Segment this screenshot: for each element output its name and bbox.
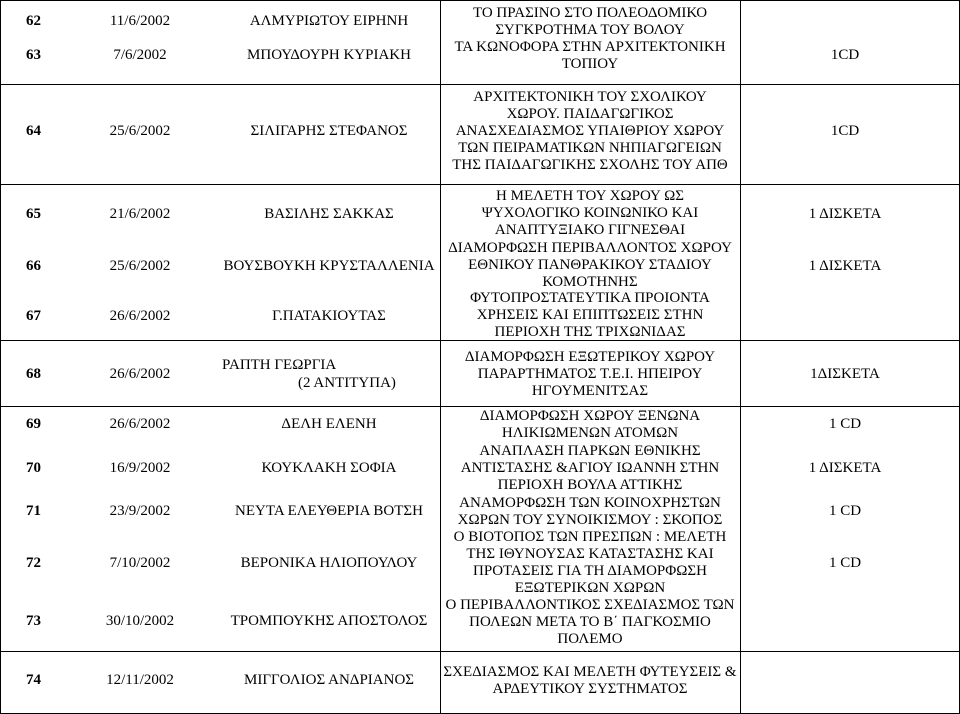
col-border	[0, 0, 1, 714]
row-date: 21/6/2002	[109, 206, 171, 222]
row-name: ΣΙΛΙΓΑΡΗΣ ΣΤΕΦΑΝΟΣ	[250, 123, 408, 139]
row-date: 23/9/2002	[109, 503, 171, 519]
row-title	[440, 240, 740, 291]
title-line: ΣΥΓΚΡΟΤΗΜΑ ΤΟΥ ΒΟΛΟΥ	[495, 22, 685, 38]
row-border	[0, 406, 960, 407]
row-title	[440, 89, 740, 174]
row-number: 65	[26, 206, 41, 222]
title-line: ΠΟΛΕΜΟ	[557, 631, 623, 647]
row-number: 70	[26, 460, 41, 476]
title-line: ΧΩΡΩΝ ΤΟΥ ΣΥΝΟΙΚΙΣΜΟΥ : ΣΚΟΠΟΣ	[457, 512, 723, 528]
title-line: ΤΑ ΚΩΝΟΦΟΡΑ ΣΤΗΝ ΑΡΧΙΤΕΚΤΟΝΙΚΗ	[454, 39, 726, 55]
row-date: 7/10/2002	[109, 555, 171, 571]
row-name: ΝΕΥΤΑ ΕΛΕΥΘΕΡΙΑ ΒΟΤΣΗ	[235, 503, 423, 519]
row-number: 66	[26, 258, 41, 274]
row-media: 1ΔΙΣΚΕΤΑ	[810, 366, 880, 382]
row-border	[0, 184, 960, 185]
row-media: 1 ΔΙΣΚΕΤΑ	[808, 258, 882, 274]
row-media: 1CD	[830, 47, 860, 63]
row-date: 7/6/2002	[113, 47, 167, 63]
row-name: ΚΟΥΚΛΑΚΗ ΣΟΦΙΑ	[261, 460, 397, 476]
row-title	[440, 408, 740, 442]
title-line: Ο ΒΙΟΤΟΠΟΣ ΤΩΝ ΠΡΕΣΠΩΝ : ΜΕΛΕΤΗ	[453, 529, 727, 545]
row-media: 1CD	[830, 123, 860, 139]
row-media: 1 CD	[828, 416, 862, 432]
row-number: 69	[26, 416, 41, 432]
title-line: ΑΝΑΠΛΑΣΗ ΠΑΡΚΩΝ ΕΘΝΙΚΗΣ	[479, 443, 701, 459]
title-line: ΤΗΣ ΠΑΙΔΑΓΩΓΙΚΗΣ ΣΧΟΛΗΣ ΤΟΥ ΑΠΘ	[452, 157, 728, 173]
row-border	[0, 0, 960, 1]
title-line: ΑΡΔΕΥΤΙΚΟΥ ΣΥΣΤΗΜΑΤΟΣ	[492, 681, 688, 697]
title-line: Η ΜΕΛΕΤΗ ΤΟΥ ΧΩΡΟΥ ΩΣ	[496, 188, 684, 204]
row-date: 30/10/2002	[105, 613, 175, 629]
row-number: 71	[26, 503, 41, 519]
row-title	[440, 664, 740, 698]
title-line: ΦΥΤΟΠΡΟΣΤΑΤΕΥΤΙΚΑ ΠΡΟΙΟΝΤΑ	[470, 290, 710, 306]
row-name: ΔΕΛΗ ΕΛΕΝΗ	[281, 416, 377, 432]
row-number: 74	[26, 672, 41, 688]
row-title	[440, 349, 740, 400]
title-line: ΧΡΗΣΕΙΣ ΚΑΙ ΕΠΙΠΤΩΣΕΙΣ ΣΤΗΝ	[476, 307, 704, 323]
title-line: ΗΓΟΥΜΕΝΙΤΣΑΣ	[531, 383, 649, 399]
title-line: ΤΟ ΠΡΑΣΙΝΟ ΣΤΟ ΠΟΛΕΟΔΟΜΙΚΟ	[472, 5, 708, 21]
title-line: ΑΡΧΙΤΕΚΤΟΝΙΚΗ ΤΟΥ ΣΧΟΛΙΚΟΥ	[473, 89, 707, 105]
row-name: ΜΠΟΥΔΟΥΡΗ ΚΥΡΙΑΚΗ	[247, 47, 411, 63]
row-title	[440, 443, 740, 494]
row-date: 25/6/2002	[109, 258, 171, 274]
row-title	[440, 290, 740, 341]
title-line: ΚΟΜΟΤΗΝΗΣ	[542, 274, 638, 290]
row-name: ΒΕΡΟΝΙΚΑ ΗΛΙΟΠΟΥΛΟΥ	[240, 555, 418, 571]
title-line: ΨΥΧΟΛΟΓΙΚΟ ΚΟΙΝΩΝΙΚΟ ΚΑΙ	[481, 205, 699, 221]
title-line: Ο ΠΕΡΙΒΑΛΛΟΝΤΙΚΟΣ ΣΧΕΔΙΑΣΜΟΣ ΤΩΝ	[445, 597, 735, 613]
title-line: ΠΑΡΑΡΤΗΜΑΤΟΣ Τ.Ε.Ι. ΗΠΕΙΡΟΥ	[477, 366, 703, 382]
row-name: ΒΑΣΙΛΗΣ ΣΑΚΚΑΣ	[264, 206, 394, 222]
row-title	[440, 495, 740, 529]
row-name: Γ.ΠΑΤΑΚΙΟΥΤΑΣ	[272, 308, 386, 324]
title-line: ΠΟΛΕΩΝ ΜΕΤΑ ΤΟ Β΄ ΠΑΓΚΟΣΜΙΟ	[469, 614, 711, 630]
title-line: ΗΛΙΚΙΩΜΕΝΩΝ ΑΤΟΜΩΝ	[501, 425, 679, 441]
row-date: 11/6/2002	[109, 13, 171, 29]
row-media: 1 ΔΙΣΚΕΤΑ	[808, 206, 882, 222]
row-name-note: (2 ΑΝΤΙΤΥΠΑ)	[298, 375, 396, 391]
row-title	[440, 5, 740, 73]
row-date: 26/6/2002	[109, 416, 171, 432]
col-border	[740, 0, 741, 714]
title-line: ΠΡΟΤΑΣΕΙΣ ΓΙΑ ΤΗ ΔΙΑΜΟΡΦΩΣΗ	[473, 563, 707, 579]
row-name: ΡΑΠΤΗ ΓΕΩΡΓΙΑ	[222, 357, 337, 373]
row-number: 68	[26, 366, 41, 382]
title-line: ΣΧΕΔΙΑΣΜΟΣ ΚΑΙ ΜΕΛΕΤΗ ΦΥΤΕΥΣΕΙΣ &	[443, 664, 737, 680]
row-date: 26/6/2002	[109, 308, 171, 324]
row-name: ΒΟΥΣΒΟΥΚΗ ΚΡΥΣΤΑΛΛΕΝΙΑ	[223, 258, 435, 274]
title-line: ΧΩΡΟΥ. ΠΑΙΔΑΓΩΓΙΚΟΣ	[506, 106, 674, 122]
row-media: 1 CD	[828, 503, 862, 519]
title-line: ΕΞΩΤΕΡΙΚΩΝ ΧΩΡΩΝ	[514, 580, 666, 596]
row-name: ΑΛΜΥΡΙΩΤΟΥ ΕΙΡΗΝΗ	[249, 13, 409, 29]
title-line: ΔΙΑΜΟΡΦΩΣΗ ΠΕΡΙΒΑΛΛΟΝΤΟΣ ΧΩΡΟΥ	[448, 240, 732, 256]
title-line: ΤΟΠΙΟΥ	[561, 56, 619, 72]
row-number: 62	[26, 13, 41, 29]
title-line: ΑΝΤΙΣΤΑΣΗΣ &ΑΓΙΟΥ ΙΩΑΝΝΗ ΣΤΗΝ	[460, 460, 720, 476]
title-line: ΤΗΣ ΙΘΥΝΟΥΣΑΣ ΚΑΤΑΣΤΑΣΗΣ ΚΑΙ	[466, 546, 714, 562]
row-number: 73	[26, 613, 41, 629]
row-number: 72	[26, 555, 41, 571]
title-line: ΤΩΝ ΠΕΙΡΑΜΑΤΙΚΩΝ ΝΗΠΙΑΓΩΓΕΙΩΝ	[458, 140, 722, 156]
title-line: ΑΝΑΣΧΕΔΙΑΣΜΟΣ ΥΠΑΙΘΡΙΟΥ ΧΩΡΟΥ	[455, 123, 725, 139]
title-line: ΑΝΑΠΤΥΞΙΑΚΟ ΓΙΓΝΕΣΘΑΙ	[494, 222, 686, 238]
title-line: ΔΙΑΜΟΡΦΩΣΗ ΧΩΡΟΥ ΞΕΝΩΝΑ	[479, 408, 701, 424]
row-media: 1 ΔΙΣΚΕΤΑ	[808, 460, 882, 476]
row-name: ΤΡΟΜΠΟΥΚΗΣ ΑΠΟΣΤΟΛΟΣ	[230, 613, 428, 629]
row-date: 25/6/2002	[109, 123, 171, 139]
title-line: ΑΝΑΜΟΡΦΩΣΗ ΤΩΝ ΚΟΙΝΟΧΡΗΣΤΩΝ	[459, 495, 721, 511]
row-title	[440, 597, 740, 648]
row-number: 63	[26, 47, 41, 63]
row-title	[440, 188, 740, 239]
row-date: 16/9/2002	[109, 460, 171, 476]
title-line: ΕΘΝΙΚΟΥ ΠΑΝΘΡΑΚΙΚΟΥ ΣΤΑΔΙΟΥ	[468, 257, 712, 273]
row-date: 12/11/2002	[106, 672, 174, 688]
title-line: ΔΙΑΜΟΡΦΩΣΗ ΕΞΩΤΕΡΙΚΟΥ ΧΩΡΟΥ	[464, 349, 716, 365]
row-number: 64	[26, 123, 41, 139]
row-title	[440, 529, 740, 597]
row-date: 26/6/2002	[109, 366, 171, 382]
row-border	[0, 84, 960, 85]
row-media: 1 CD	[828, 555, 862, 571]
row-name: ΜΙΓΓΟΛΙΟΣ ΑΝΔΡΙΑΝΟΣ	[243, 672, 415, 688]
title-line: ΠΕΡΙΟΧΗ ΤΗΣ ΤΡΙΧΩΝΙΔΑΣ	[494, 324, 686, 340]
title-line: ΠΕΡΙΟΧΗ ΒΟΥΛΑ ΑΤΤΙΚΗΣ	[497, 477, 683, 493]
row-border	[0, 651, 960, 652]
row-number: 67	[26, 308, 41, 324]
